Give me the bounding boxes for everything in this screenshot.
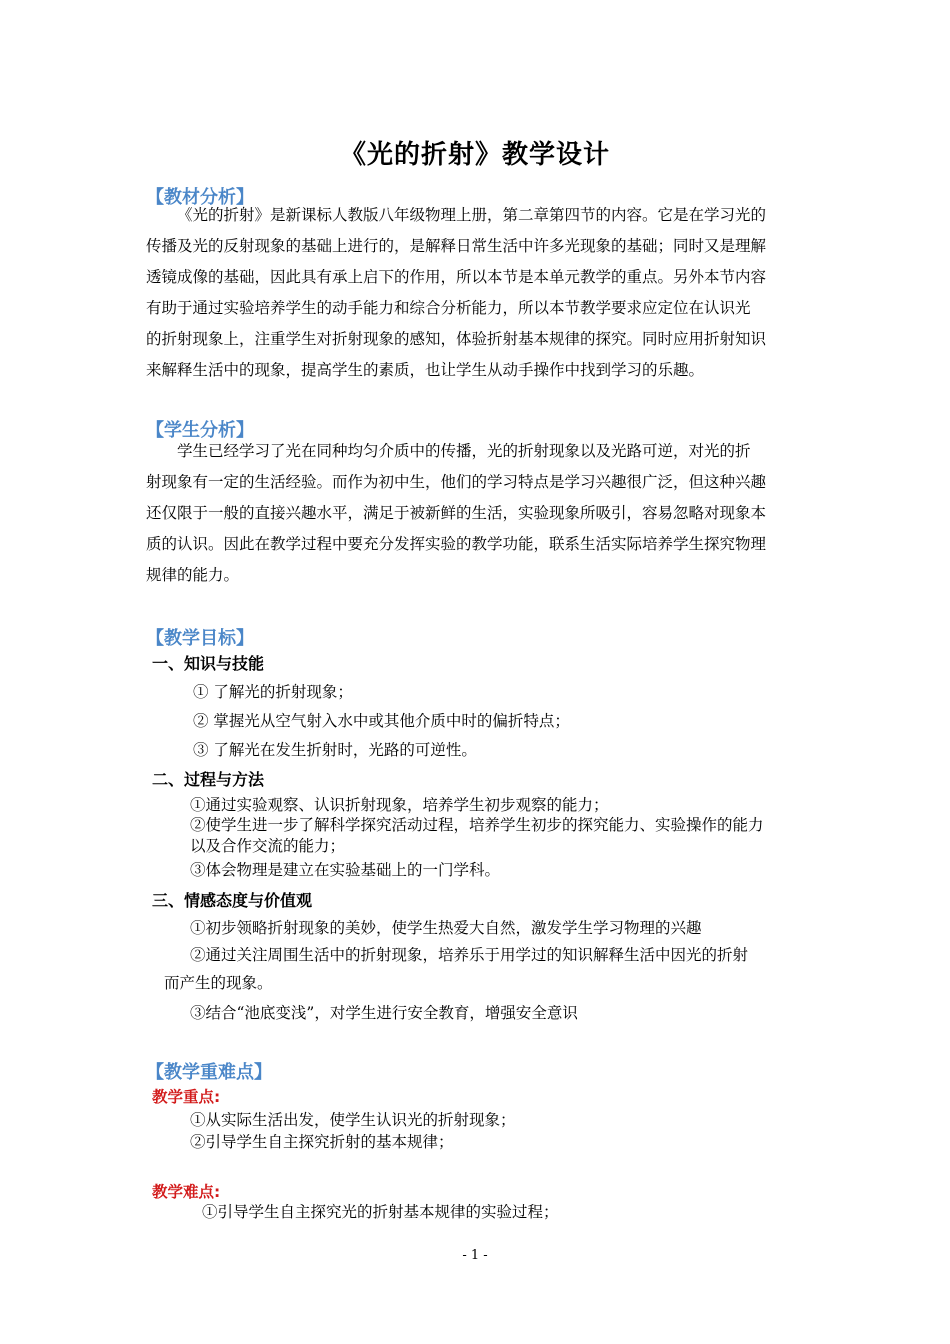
goal-item: ②通过关注周围生活中的折射现象，培养乐于用学过的知识解释生活中因光的折射	[190, 946, 749, 964]
paragraph-line: 传播及光的反射现象的基础上进行的，是解释日常生活中许多光现象的基础；同时又是理解	[146, 237, 767, 255]
focus-item: ②引导学生自主探究折射的基本规律；	[190, 1133, 454, 1151]
paragraph-line: 射现象有一定的生活经验。而作为初中生，他们的学习特点是学习兴趣很广泛，但这种兴趣	[146, 473, 767, 491]
paragraph-line: 还仅限于一般的直接兴趣水平，满足于被新鲜的生活，实验现象所吸引，容易忽略对现象本	[146, 504, 767, 522]
section-heading-goals: 【教学目标】	[146, 628, 254, 649]
paragraph-line: 有助于通过实验培养学生的动手能力和综合分析能力，所以本节教学要求应定位在认识光	[146, 299, 751, 317]
goal-item: ②使学生进一步了解科学探究活动过程，培养学生初步的探究能力、实验操作的能力	[190, 816, 764, 834]
difficulty-label: 教学难点:	[152, 1183, 221, 1201]
focus-label: 教学重点:	[152, 1088, 221, 1106]
paragraph-line: 《光的折射》是新课标人教版八年级物理上册，第二章第四节的内容。它是在学习光的	[177, 206, 767, 224]
goal-item: ② 掌握光从空气射入水中或其他介质中时的偏折特点；	[193, 712, 570, 730]
paragraph-line: 规律的能力。	[146, 566, 240, 584]
emotion-values-title: 三、情感态度与价值观	[152, 891, 313, 910]
page-number: - 1 -	[462, 1248, 488, 1263]
knowledge-skills-title: 一、知识与技能	[152, 654, 265, 673]
goal-item: ① 了解光的折射现象；	[193, 683, 353, 701]
difficulty-item: ①引导学生自主探究光的折射基本规律的实验过程；	[202, 1203, 559, 1221]
focus-item: ①从实际生活出发，使学生认识光的折射现象；	[190, 1111, 516, 1129]
paragraph-line: 透镜成像的基础，因此具有承上启下的作用，所以本节是本单元教学的重点。另外本节内容	[146, 268, 767, 286]
section-heading-keypoints: 【教学重难点】	[146, 1062, 272, 1083]
goal-item: 而产生的现象。	[164, 974, 273, 992]
goal-item: ③ 了解光在发生折射时，光路的可逆性。	[193, 741, 477, 759]
goal-item: ①通过实验观察、认识折射现象，培养学生初步观察的能力；	[190, 796, 609, 814]
section-heading-material: 【教材分析】	[146, 187, 254, 208]
student-paragraph	[146, 436, 766, 591]
goal-item: 以及合作交流的能力；	[190, 837, 346, 855]
page-title: 《光的折射》教学设计	[339, 140, 610, 170]
process-methods-title: 二、过程与方法	[152, 770, 265, 789]
paragraph-line: 质的认识。因此在教学过程中要充分发挥实验的教学功能，联系生活实际培养学生探究物理	[146, 535, 767, 553]
paragraph-line: 来解释生活中的现象，提高学生的素质，也让学生从动手操作中找到学习的乐趣。	[146, 361, 705, 379]
paragraph-line: 的折射现象上，注重学生对折射现象的感知，体验折射基本规律的探究。同时应用折射知识	[146, 330, 767, 348]
goal-item: ③结合“池底变浅”，对学生进行安全教育，增强安全意识	[190, 1004, 578, 1022]
goal-item: ①初步领略折射现象的美妙，使学生热爱大自然，激发学生学习物理的兴趣	[190, 919, 702, 937]
section-heading-student: 【学生分析】	[146, 420, 254, 441]
material-paragraph	[146, 200, 766, 386]
paragraph-line: 学生已经学习了光在同种均匀介质中的传播，光的折射现象以及光路可逆，对光的折	[177, 442, 751, 460]
goal-item: ③体会物理是建立在实验基础上的一门学科。	[190, 861, 501, 879]
